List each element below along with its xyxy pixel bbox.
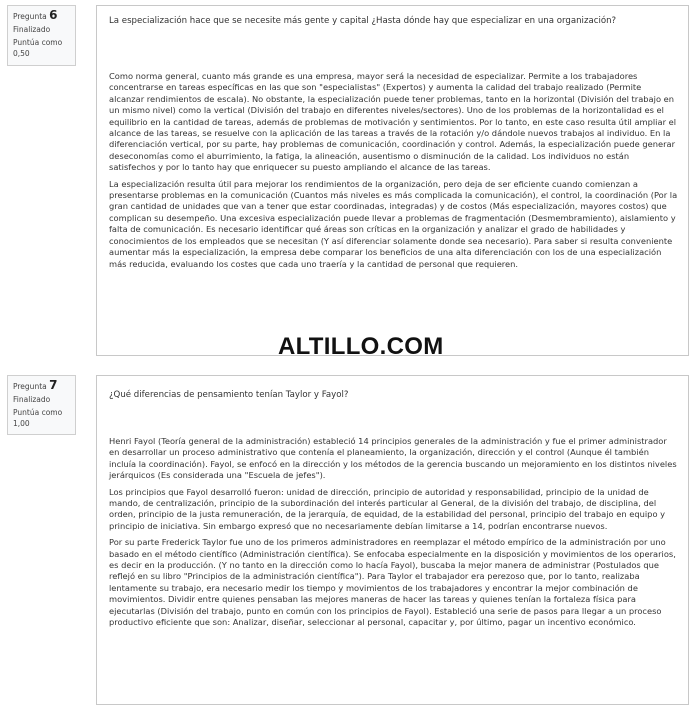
question-number	[13, 380, 70, 392]
grade-label: Puntúa como	[13, 38, 63, 47]
question-info-7	[7, 375, 76, 435]
question-text: ¿Qué diferencias de pensamiento tenían Taylor y Fayol?	[109, 390, 349, 400]
question-grade	[13, 37, 70, 59]
answer-paragraph: Como norma general, cuanto más grande es una empresa, mayor será la necesidad de especializar. Permite a los trabajadores concentrarse en tareas específicas en las que son "especialistas" (Expertos) y aumenta la calidad del trabajo realizado (Permite alcanzar rendimientos de escala). No obstante, la especialización puede tener problemas, tanto en la horizontal (División del trabajo en un mismo nivel) como la vertical (División del trabajo en diferentes niveles/sectores). Uno de los problemas de la horizontalidad es el equilibrio en la cantidad de tareas, además de problemas de motivación y sentimientos. Por lo tanto, en este caso resulta útil ampliar el alcance de las tareas, se resuelve con la aplicación de las tareas a través de la rotación y/o dándole nuevos trabajos al individuo. En la diferenciación vertical, por su parte, hay problemas de comunicación, coordinación y control. Además, la especialización puede generar deseconomías como el aburrimiento, la fatiga, la alineación, ausentismo o disminución de la calidad. Los individuos no están satisfechos y por lo tanto hay que enriquecer su puesto ampliando el alcance de las tareas.	[109, 71, 677, 173]
answer-text	[109, 436, 678, 629]
answer-paragraph: Los principios que Fayol desarrolló fueron: unidad de dirección, principio de autoridad y responsabilidad, principio de la unidad de mando, de centralización, principio de la subordinación del interés particular al General, de la división del trabajo, de disciplina, del orden, principio de la justa remuneración, de la jerarquía, de equidad, de la estabilidad del personal, principio del trabajo en equipo y principio de iniciativa. Sin embargo expresó que no necesariamente debían limitarse a 14, podrían encontrarse nuevos.	[109, 486, 666, 531]
question-number-value: 7	[49, 378, 58, 392]
question-content-7	[96, 375, 689, 705]
question-info-6	[7, 5, 76, 66]
question-content-6	[96, 5, 689, 356]
grade-value: 1,00	[13, 419, 30, 428]
answer-paragraph: Por su parte Frederick Taylor fue uno de los primeros administradores en reemplazar el método empírico de la administración por uno basado en el método científico (Administración científica). Se enfocaba especialmente en la disposición y movimientos de los operarios, es decir en la producción. (Y no tanto en la dirección como lo hacía Fayol), buscaba la mejor manera de administrar (Postulados que reflejó en su libro "Principios de la administración científica"). Para Taylor el trabajador era perezoso que, por lo tanto, realizaba lentamente su trabajo, era necesario medir los tiempo y movimientos de los trabajadores y encontrar la mejor combinación de movimientos. Dividir entre quienes pensaban las mejores maneras de hacer las tareas y quienes tenían la fortaleza física para ejecutarlas (División del trabajo, punto en común con los principios de Fayol). Estableció una serie de pasos para llegar a un proceso productivo eficiente que son: Analizar, diseñar, seleccionar al personal, capacitar y, por último, pagar un incentivo económico.	[109, 537, 676, 628]
watermark-logo: ALTILLO.COM	[278, 333, 444, 360]
question-state: Finalizado	[13, 25, 51, 34]
question-number	[13, 10, 70, 22]
answer-paragraph: La especialización resulta útil para mejorar los rendimientos de la organización, pero deja de ser eficiente cuando comienzan a presentarse problemas en la comunicación (Cuantos más niveles es más complicada la comunicación), el control, la coordinación (Por la gran cantidad de unidades que van a tener que estar coordinadas, integradas) y de costos (Más especialización, mayores costos) que complican su desempeño. Una excesiva especialización puede llevar a problemas de fragmentación (Desmembramiento), aislamiento y falta de comunicación. Es necesario identificar qué áreas son críticas en la organización y analizar el grado de habilidades y conocimientos de los empleados que se necesitan (Y así diferenciar solamente donde sea necesario). Para saber si resulta conveniente aumentar más la especialización, la empresa debe comparar los beneficios de una alta diferenciación con los de una especialización más reducida, evaluando los costes que cada uno traería y la cantidad de personal que requieren.	[109, 178, 678, 269]
question-label: Pregunta	[13, 382, 47, 391]
question-label: Pregunta	[13, 12, 47, 21]
answer-paragraph: Henri Fayol (Teoría general de la administración) estableció 14 principios generales de la administración y fue el primer administrador en desarrollar un proceso administrativo que contenía el planeamiento, la organización, dirección y el control (Aunque él también incluía la coordinación). Fayol, se enfocó en la dirección y los métodos de la gerencia buscando un mejoramiento en los distintos niveles jerárquicos (Es considerada una "Escuela de jefes").	[109, 436, 677, 481]
answer-text	[109, 71, 678, 270]
grade-label: Puntúa como	[13, 408, 63, 417]
question-grade	[13, 407, 70, 429]
grade-value: 0,50	[13, 49, 30, 58]
question-state: Finalizado	[13, 395, 51, 404]
question-number-value: 6	[49, 8, 58, 22]
question-text: La especialización hace que se necesite más gente y capital ¿Hasta dónde hay que especializar en una organización?	[109, 16, 617, 26]
